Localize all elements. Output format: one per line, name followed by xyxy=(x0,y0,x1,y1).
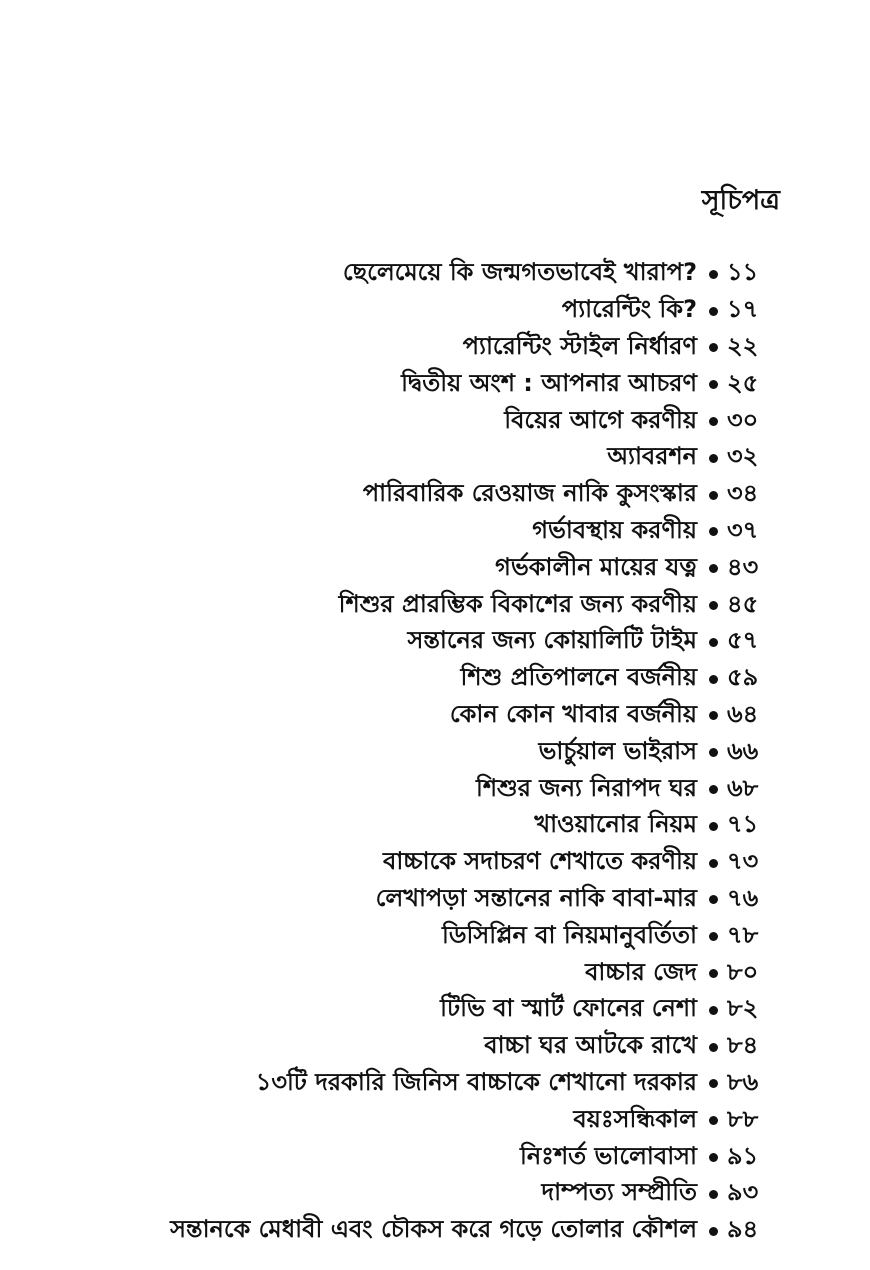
toc-entry-title: বিয়ের আগে করণীয় xyxy=(504,405,697,434)
toc-entry xyxy=(55,366,775,403)
toc-entry xyxy=(55,992,775,1029)
toc-entry-page-number: ৩৭ xyxy=(727,515,759,544)
bullet-dot-icon xyxy=(709,859,718,868)
toc-entry xyxy=(55,1139,775,1176)
bullet-dot-icon xyxy=(709,1153,718,1162)
bullet-dot-icon xyxy=(709,1079,718,1088)
toc-entry-title: অ্যাবরশন xyxy=(607,442,697,471)
toc-entry-page-number: ৩০ xyxy=(727,405,759,434)
bullet-dot-icon xyxy=(709,417,718,426)
toc-entry-page-number: ৫৯ xyxy=(727,663,759,692)
toc-entry-title: শিশুর জন্য নিরাপদ ঘর xyxy=(475,773,697,802)
toc-entry-title: বাচ্চাকে সদাচরণ শেখাতে করণীয় xyxy=(383,847,697,876)
toc-entry xyxy=(55,256,775,293)
toc-entry-title: গর্ভাবস্থায় করণীয় xyxy=(532,515,697,544)
toc-entry-page-number: ৩২ xyxy=(727,442,759,471)
bullet-dot-icon xyxy=(709,564,718,573)
toc-entry-title: টিভি বা স্মার্ট ফোনের নেশা xyxy=(440,994,697,1023)
bullet-dot-icon xyxy=(709,1116,718,1125)
toc-entry-page-number: ৬৪ xyxy=(727,699,759,728)
toc-entry-title: বয়ঃসন্ধিকাল xyxy=(573,1104,697,1133)
toc-entry xyxy=(55,734,775,771)
toc-entry xyxy=(55,771,775,808)
bullet-dot-icon xyxy=(709,932,718,941)
toc-entry-title: প্যারেন্টিং স্টাইল নির্ধারণ xyxy=(462,332,697,360)
toc-entry xyxy=(55,661,775,698)
toc-entry-page-number: ৯১ xyxy=(727,1141,759,1170)
toc-entry-page-number: ৮৪ xyxy=(727,1031,759,1060)
toc-entry-page-number: ১৭ xyxy=(727,295,759,324)
bullet-dot-icon xyxy=(709,785,718,794)
toc-entry-page-number: ৭১ xyxy=(727,810,759,839)
bullet-dot-icon xyxy=(709,1190,718,1199)
bullet-dot-icon xyxy=(709,1227,718,1236)
toc-entry xyxy=(55,1176,775,1213)
toc-entry-title: পারিবারিক রেওয়াজ নাকি কুসংস্কার xyxy=(362,479,697,508)
toc-entry-page-number: ৬৮ xyxy=(727,773,759,802)
toc-entry xyxy=(55,808,775,845)
toc-entry xyxy=(55,882,775,919)
toc-entry xyxy=(55,514,775,551)
toc-entry xyxy=(55,477,775,514)
bullet-dot-icon xyxy=(709,454,718,463)
toc-entry-title: প্যারেন্টিং কি? xyxy=(561,295,697,324)
toc-entry-page-number: ৫৭ xyxy=(727,626,759,655)
bullet-dot-icon xyxy=(709,1006,718,1015)
toc-entry xyxy=(55,845,775,882)
bullet-dot-icon xyxy=(709,491,718,500)
bullet-dot-icon xyxy=(709,343,718,352)
toc-entry xyxy=(55,440,775,477)
toc-entry-title: নিঃশর্ত ভালোবাসা xyxy=(519,1141,697,1170)
toc-entry-title: বাচ্চার জেদ xyxy=(585,957,697,986)
toc-entry-page-number: ৪৫ xyxy=(727,589,759,618)
bullet-dot-icon xyxy=(709,969,718,978)
toc-entry xyxy=(55,1213,775,1250)
toc-entry-title: ১৩টি দরকারি জিনিস বাচ্চাকে শেখানো দরকার xyxy=(255,1067,697,1096)
toc-entry-title: বাচ্চা ঘর আটকে রাখে xyxy=(484,1031,697,1060)
toc-entry xyxy=(55,918,775,955)
toc-entry-title: খাওয়ানোর নিয়ম xyxy=(534,810,697,839)
toc-heading: সূচিপত্র xyxy=(701,185,780,216)
toc-entry-page-number: ২২ xyxy=(727,332,759,360)
toc-entry-page-number: ৯৩ xyxy=(727,1178,759,1207)
bullet-dot-icon xyxy=(709,895,718,904)
toc-entry-title: ছেলেমেয়ে কি জন্মগতভাবেই খারাপ? xyxy=(342,258,697,287)
toc-entry-page-number: ৩৪ xyxy=(727,479,759,508)
toc-entry-title: গর্ভকালীন মায়ের যত্ন xyxy=(495,552,697,581)
toc-entry-page-number: ৭৬ xyxy=(727,883,759,912)
bullet-dot-icon xyxy=(709,307,718,316)
toc-entry-page-number: ৮২ xyxy=(727,994,759,1023)
toc-entry xyxy=(55,550,775,587)
bullet-dot-icon xyxy=(709,675,718,684)
bullet-dot-icon xyxy=(709,1043,718,1052)
toc-entry xyxy=(55,330,775,367)
toc-list xyxy=(55,256,775,1250)
bullet-dot-icon xyxy=(709,601,718,610)
toc-entry-title: কোন কোন খাবার বর্জনীয় xyxy=(449,699,697,728)
toc-entry-page-number: ৬৬ xyxy=(727,736,759,765)
toc-entry-title: দ্বিতীয় অংশ : আপনার আচরণ xyxy=(401,368,697,397)
toc-entry xyxy=(55,1029,775,1066)
toc-entry xyxy=(55,698,775,735)
toc-entry-title: সন্তানের জন্য কোয়ালিটি টাইম xyxy=(407,626,697,655)
toc-entry-title: শিশুর প্রারম্ভিক বিকাশের জন্য করণীয় xyxy=(338,589,697,618)
toc-entry-page-number: ১১ xyxy=(727,258,759,287)
toc-entry-page-number: ৮০ xyxy=(727,957,759,986)
toc-entry-title: সন্তানকে মেধাবী এবং চৌকস করে গড়ে তোলার কৌশল xyxy=(170,1215,697,1244)
toc-entry xyxy=(55,403,775,440)
toc-entry-title: ডিসিপ্লিন বা নিয়মানুবর্তিতা xyxy=(442,920,697,949)
toc-entry xyxy=(55,624,775,661)
toc-entry-title: লেখাপড়া সন্তানের নাকি বাবা-মার xyxy=(375,883,697,912)
toc-entry-page-number: ৮৬ xyxy=(727,1067,759,1096)
toc-entry-title: ভার্চুয়াল ভাইরাস xyxy=(538,736,697,765)
bullet-dot-icon xyxy=(709,822,718,831)
bullet-dot-icon xyxy=(709,270,718,279)
toc-entry xyxy=(55,293,775,330)
toc-entry xyxy=(55,955,775,992)
toc-entry-page-number: ৪৩ xyxy=(727,552,759,581)
bullet-dot-icon xyxy=(709,527,718,536)
bullet-dot-icon xyxy=(709,748,718,757)
bullet-dot-icon xyxy=(709,711,718,720)
toc-entry xyxy=(55,1066,775,1103)
bullet-dot-icon xyxy=(709,380,718,389)
toc-entry-title: দাম্পত্য সম্প্রীতি xyxy=(541,1178,697,1207)
toc-entry xyxy=(55,587,775,624)
bullet-dot-icon xyxy=(709,638,718,647)
toc-entry-page-number: ২৫ xyxy=(727,368,759,397)
toc-entry-page-number: ৯৪ xyxy=(727,1215,759,1244)
toc-entry xyxy=(55,1102,775,1139)
toc-entry-page-number: ৭৩ xyxy=(727,847,759,876)
toc-entry-title: শিশু প্রতিপালনে বর্জনীয় xyxy=(460,663,697,692)
toc-entry-page-number: ৭৮ xyxy=(727,920,759,949)
toc-entry-page-number: ৮৮ xyxy=(727,1104,759,1133)
